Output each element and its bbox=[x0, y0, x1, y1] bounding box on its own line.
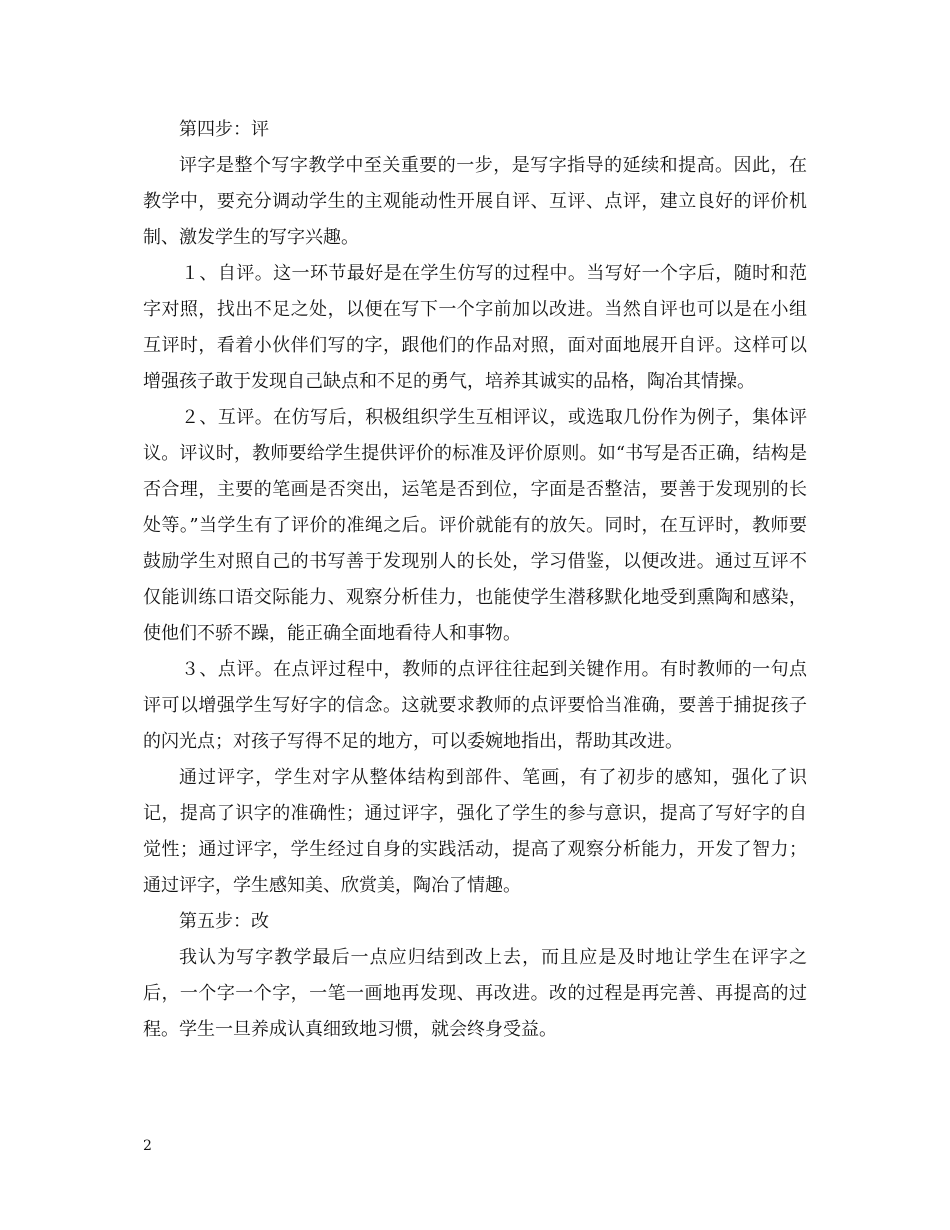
page-number: 2 bbox=[143, 1138, 152, 1154]
evaluation-summary-paragraph: 通过评字，学生对字从整体结构到部件、笔画，有了初步的感知，强化了识记，提高了识字的准确性；通过评字，强化了学生的参与意识，提高了写好字的自觉性；通过评字，学生经过自身的实践活动，提高了观察分析能力，开发了智力；通过评字，学生感知美、欣赏美，陶冶了情趣。 bbox=[143, 767, 807, 896]
evaluation-intro-paragraph: 评字是整个写字教学中至关重要的一步，是写字指导的延续和提高。因此，在教学中，要充分调动学生的主观能动性开展自评、互评、点评，建立良好的评价机制、激发学生的写字兴趣。 bbox=[143, 155, 807, 248]
step-four-heading: 第四步：评 bbox=[179, 119, 269, 140]
peer-evaluation-paragraph: ２、互评。在仿写后，积极组织学生互相评议，或选取几份作为例子，集体评议。评议时，教师要给学生提供评价的标准及评价原则。如“书写是否正确，结构是否合理，主要的笔画是否突出，运笔是否到位，字面是否整洁，要善于发现别的长处等。”当学生有了评价的准绳之后。评价就能有的放矢。同时，在互评时，教师要鼓励学生对照自己的书写善于发现别人的长处，学习借鉴，以便改进。通过互评不仅能训练口语交际能力、观察分析佳力，也能使学生潜移默化地受到熏陶和感染，使他们不骄不躁，能正确全面地看待人和事物。 bbox=[143, 407, 807, 644]
revision-paragraph: 我认为写字教学最后一点应归结到改上去，而且应是及时地让学生在评字之后，一个字一个字，一笔一画地再发现、再改进。改的过程是再完善、再提高的过程。学生一旦养成认真细致地习惯，就会终身受益。 bbox=[143, 947, 807, 1040]
self-evaluation-paragraph: １、自评。这一环节最好是在学生仿写的过程中。当写好一个字后，随时和范字对照，找出不足之处，以便在写下一个字前加以改进。当然自评也可以是在小组互评时，看着小伙伴们写的字，跟他们的作品对照，面对面地展开自评。这样可以增强孩子敢于发现自己缺点和不足的勇气，培养其诚实的品格，陶冶其情操。 bbox=[143, 263, 807, 392]
teacher-comment-paragraph: ３、点评。在点评过程中，教师的点评往往起到关键作用。有时教师的一句点评可以增强学生写好字的信念。这就要求教师的点评要恰当准确，要善于捕捉孩子的闪光点；对孩子写得不足的地方，可以委婉地指出，帮助其改进。 bbox=[143, 659, 807, 752]
document-body bbox=[143, 112, 807, 1048]
step-five-heading: 第五步：改 bbox=[179, 911, 269, 932]
